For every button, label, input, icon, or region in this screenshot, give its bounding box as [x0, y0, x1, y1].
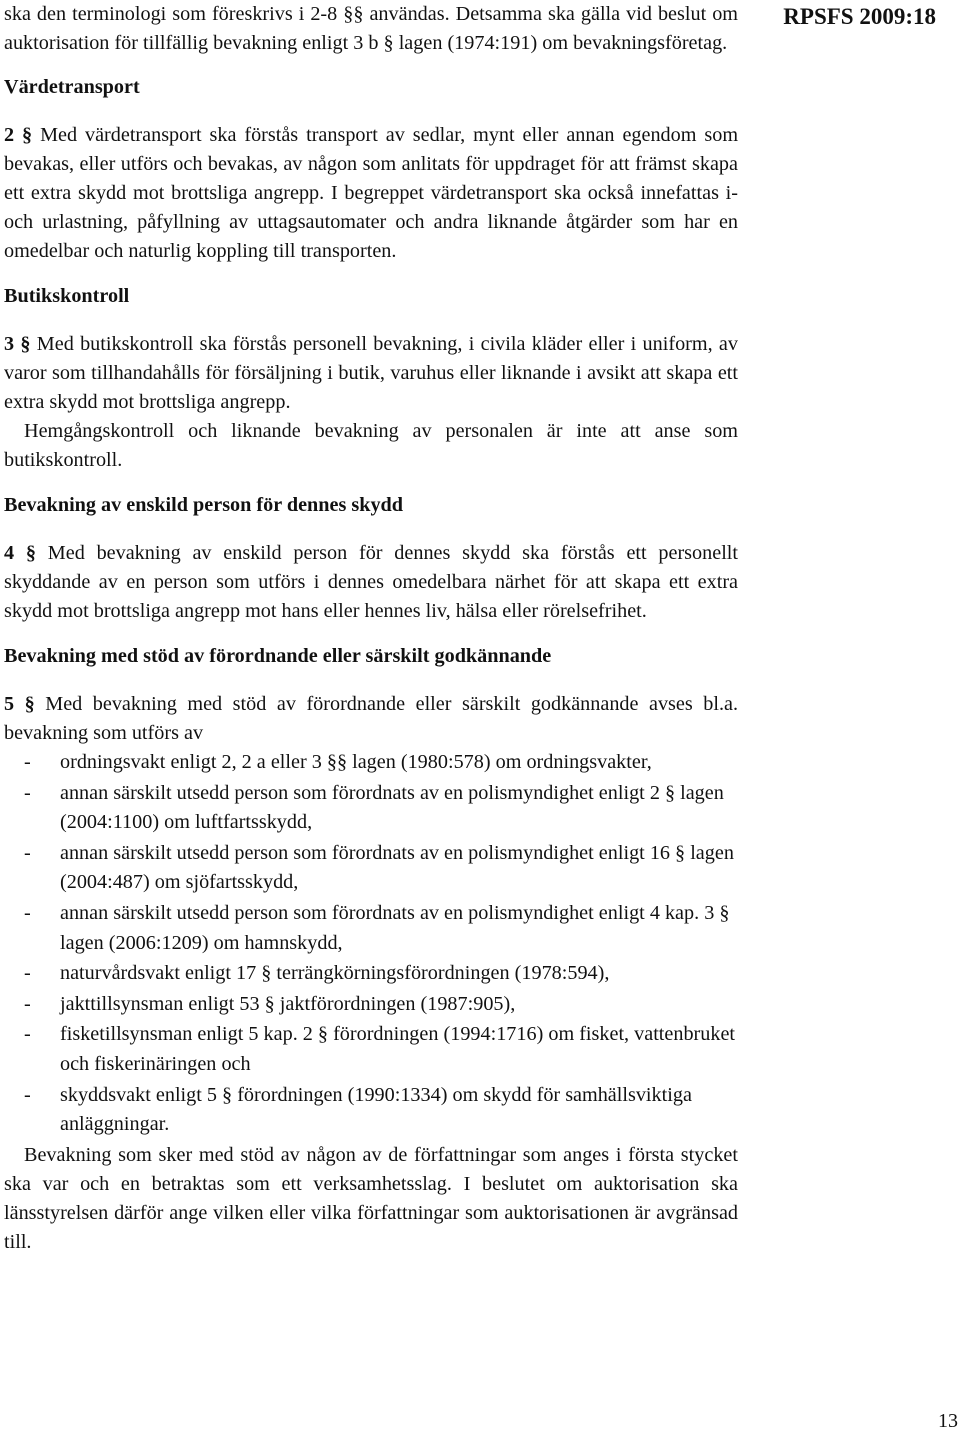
section-5-text: Med bevakning med stöd av förordnande eller särskilt godkännande avses bl.a. bevakning som utförs av — [4, 693, 739, 744]
list-item-text: annan särskilt utsedd person som förordnats av en polismyndighet enligt 16 § lagen (2004:487) om sjöfartsskydd, — [60, 841, 734, 894]
list-item — [4, 959, 738, 989]
dash-marker: - — [24, 901, 31, 924]
section-number: 4 § — [4, 542, 36, 564]
section-5-intro — [4, 690, 738, 748]
list-item-text: skyddsvakt enligt 5 § förordningen (1990:1334) om skydd för samhällsviktiga anläggningar. — [60, 1083, 692, 1136]
section-number: 3 § — [4, 333, 31, 355]
list-item-text: ordningsvakt enligt 2, 2 a eller 3 §§ lagen (1980:578) om ordningsvakter, — [60, 751, 652, 773]
section-3-paragraph-2: Hemgångskontroll och liknande bevakning av personalen är inte att anse som butikskontroll. — [4, 420, 738, 471]
list-item — [4, 899, 738, 958]
section-number: 5 § — [4, 693, 35, 715]
section-2-text: Med värdetransport ska förstås transport av sedlar, mynt eller annan egendom som bevakas, eller utförs och bevakas, av någon som anlitats för uppdraget för att främst skapa ett extra skydd mot brottsliga angrepp. I begreppet värdetransport ska också innefattas i- och urlastning, påfyllning av uttagsautomater och andra liknande åtgärder som har en omedelbar och naturlig koppling till transporten. — [4, 124, 739, 262]
list-item — [4, 779, 738, 838]
section-3-text: Med butikskontroll ska förstås personell bevakning, i civila kläder eller i uniform, av varor som tillhandahålls för försäljning i butik, varuhus eller liknande i avsikt att skapa ett extra skydd mot brottsliga angrepp. — [4, 333, 738, 413]
list-item — [4, 839, 738, 898]
heading-enskild-person: Bevakning av enskild person för dennes skydd — [4, 494, 404, 516]
list-item-text: annan särskilt utsedd person som förordnats av en polismyndighet enligt 2 § lagen (2004:1100) om luftfartsskydd, — [60, 781, 724, 834]
dash-list — [4, 748, 738, 1140]
list-item — [4, 990, 738, 1020]
section-2-paragraph — [4, 121, 738, 266]
dash-marker: - — [24, 992, 31, 1015]
section-4-text: Med bevakning av enskild person för dennes skydd ska förstås ett personellt skyddande av en person som utförs i dennes omedelbara närhet för att skapa ett extra skydd mot brottsliga angrepp mot hans eller hennes liv, hälsa eller rörelsefrihet. — [4, 542, 739, 622]
dash-marker: - — [24, 751, 31, 773]
list-item — [4, 1020, 738, 1079]
list-item-text: naturvårdsvakt enligt 17 § terrängkörningsförordningen (1978:594), — [60, 962, 610, 985]
document-code: RPSFS 2009:18 — [783, 4, 936, 29]
dash-marker: - — [24, 1083, 31, 1106]
list-item-text: jakttillsynsman enligt 53 § jaktförordningen (1987:905), — [60, 992, 516, 1015]
heading-forordnande: Bevakning med stöd av förordnande eller särskilt godkännande — [4, 645, 552, 667]
dash-marker: - — [24, 962, 31, 985]
section-3-paragraph — [4, 330, 738, 417]
page-number: 13 — [938, 1410, 958, 1432]
list-item — [4, 1081, 738, 1140]
document-body — [4, 0, 738, 1257]
dash-marker: - — [24, 1023, 31, 1046]
heading-vardetransport: Värdetransport — [4, 76, 140, 98]
section-number: 2 § — [4, 124, 33, 146]
section-5-closing: Bevakning som sker med stöd av någon av de författningar som anges i första stycket ska var och en betraktas som ett verksamhetsslag. I beslutet om auktorisation ska länsstyrelsen därför ange vilken eller vilka författningar som auktorisationen är avgränsad till. — [4, 1143, 738, 1253]
section-4-paragraph — [4, 539, 738, 626]
list-item-text: fisketillsynsman enligt 5 kap. 2 § förordningen (1994:1716) om fisket, vattenbruket och fiskerinäringen och — [60, 1023, 736, 1075]
list-item — [4, 748, 738, 778]
dash-marker: - — [24, 841, 31, 864]
list-item-text: annan särskilt utsedd person som förordnats av en polismyndighet enligt 4 kap. 3 § lagen (2006:1209) om hamnskydd, — [60, 901, 730, 954]
intro-paragraph: ska den terminologi som föreskrivs i 2-8 §§ användas. Detsamma ska gälla vid beslut om auktorisation för tillfällig bevakning enligt 3 b § lagen (1974:191) om bevakningsföretag. — [4, 3, 738, 54]
dash-marker: - — [24, 781, 31, 804]
heading-butikskontroll: Butikskontroll — [4, 285, 130, 307]
